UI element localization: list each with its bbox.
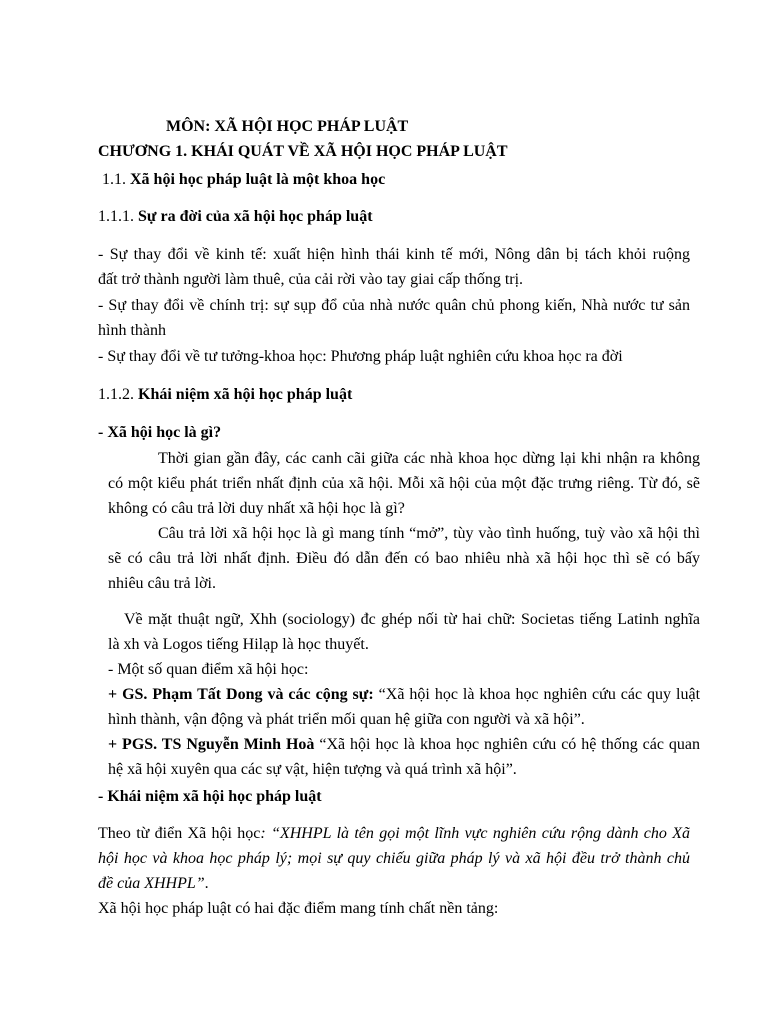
dictionary-definition-paragraph	[98, 821, 690, 896]
political-change-paragraph	[98, 293, 690, 343]
author-name: + GS. Phạm Tất Dong và các cộng sự:	[108, 686, 374, 703]
section-1-1-1-heading	[98, 204, 373, 229]
text-line: hội học và khoa học pháp lý; mọi sự quy chiếu giữa pháp lý và xã hội đều trở thành chủ	[98, 850, 690, 867]
ideology-change-line: - Sự thay đổi về tư tưởng-khoa học: Phương pháp luật nghiên cứu khoa học ra đời	[98, 348, 623, 365]
text-line	[108, 682, 700, 707]
text-line: - Sự thay đổi về chính trị: sự sụp đổ của nhà nước quân chủ phong kiến, Nhà nước tư sản	[98, 297, 690, 314]
quote-text: : “XHHPL là tên gọi một lĩnh vực nghiên cứu rộng dành cho Xã	[260, 825, 690, 842]
quote-text: “Xã hội học là khoa học nghiên cứu có hệ thống các quan	[314, 736, 700, 753]
text-line: Thời gian gần đây, các canh cãi giữa các nhà khoa học dừng lại khi nhận ra không	[158, 450, 700, 467]
view-nguyen-minh-hoa	[108, 732, 700, 782]
quote-text: đề của XHHPL”	[98, 875, 205, 892]
text-line	[108, 732, 700, 757]
section-title: Khái niệm xã hội học pháp luật	[138, 386, 353, 403]
text-line: - Sự thay đổi về kinh tế: xuất hiện hình thái kinh tế mới, Nông dân bị tách khỏi ruộng	[98, 246, 690, 263]
what-is-sociology-heading: - Xã hội học là gì?	[98, 424, 222, 441]
section-title: Xã hội học pháp luật là một khoa học	[130, 171, 386, 188]
text-line	[98, 821, 690, 846]
text-line: đề của XHHPL”.	[98, 875, 209, 892]
section-1-1-heading	[102, 167, 385, 192]
text-line: hình thành, vận động và phát triển mối quan hệ giữa con người và xã hội”.	[108, 711, 585, 728]
quote-text: “Xã hội học là khoa học nghiên cứu các quy luật	[373, 686, 701, 703]
view-pham-tat-dong	[108, 682, 700, 732]
sociology-paragraph-1	[108, 446, 700, 521]
author-name: + PGS. TS Nguyễn Minh Hoà	[108, 736, 315, 753]
section-number: 1.1.2.	[98, 386, 138, 403]
text-line: có một kiểu phát triển nhất định của xã hội. Mỗi xã hội của một đặc trưng riêng. Từ đó, sẽ	[108, 475, 700, 492]
text-line: sẽ có câu trả lời nhất định. Điều đó dẫn đến có bao nhiêu nhà xã hội học thì sẽ có bấy	[108, 550, 700, 567]
sociology-paragraph-2	[108, 521, 700, 596]
text-line: nhiêu câu trả lời.	[108, 575, 216, 592]
lead-text: Theo từ điển Xã hội học	[98, 825, 261, 842]
foundation-features-line: Xã hội học pháp luật có hai đặc điểm mang tính chất nền tảng:	[98, 900, 499, 917]
text-line: là xh và Logos tiếng Hilạp là học thuyết.	[108, 636, 369, 653]
section-1-1-2-heading	[98, 382, 352, 407]
terminology-paragraph	[108, 607, 700, 657]
section-number: 1.1.1.	[98, 208, 138, 225]
chapter-title: CHƯƠNG 1. KHÁI QUÁT VỀ XÃ HỘI HỌC PHÁP LUẬT	[98, 143, 508, 160]
section-number: 1.1.	[102, 171, 130, 188]
text-line: hệ xã hội xuyên qua các sự vật, hiện tượng và quá trình xã hội”.	[108, 761, 517, 778]
text-line: Về mặt thuật ngữ, Xhh (sociology) đc ghép nối từ hai chữ: Societas tiếng Latinh nghĩa	[124, 611, 700, 628]
text-line: đất trở thành người làm thuê, của cải rời vào tay giai cấp thống trị.	[98, 271, 524, 288]
legal-sociology-concept-heading: - Khái niệm xã hội học pháp luật	[98, 788, 322, 805]
section-title: Sự ra đời của xã hội học pháp luật	[138, 208, 373, 225]
subject-title: MÔN: XÃ HỘI HỌC PHÁP LUẬT	[166, 118, 409, 135]
views-heading: - Một số quan điểm xã hội học:	[108, 661, 309, 678]
text-line: không có câu trả lời duy nhất xã hội học là gì?	[108, 500, 405, 517]
text-line: hình thành	[98, 322, 166, 339]
text-line: Câu trả lời xã hội học là gì mang tính “mở”, tùy vào tình huống, tuỳ vào xã hội thì	[158, 525, 700, 542]
economic-change-paragraph	[98, 242, 690, 292]
